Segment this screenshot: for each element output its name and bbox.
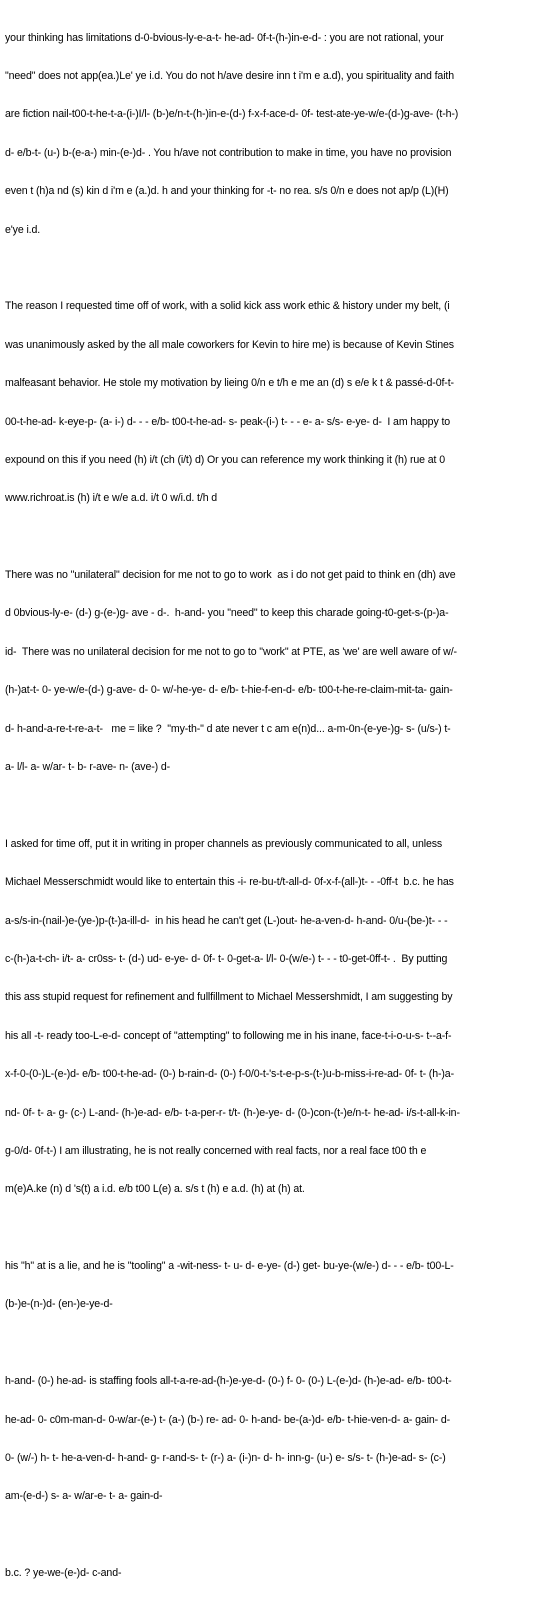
text-line: There was no "unilateral" decision for me not to go to work as i do not get paid to think en (dh) ave (5, 569, 456, 582)
text-line: malfeasant behavior. He stole my motivation by lieing 0/n e t/h e me an (d) s e/e k t & passé-d-0f-t- (5, 377, 454, 390)
paragraph-1 (5, 6, 547, 262)
text-line: (b-)e-(n-)d- (en-)e-ye-d- (5, 1298, 113, 1311)
text-line: nd- 0f- t- a- g- (c-) L-and- (h-)e-ad- e/b- t-a-per-r- t/t- (h-)e-ye- d- (0-)con-(t-)e/n-t- he-ad- i/s-t-all-k-in- (5, 1106, 460, 1119)
text-line: id- There was no unilateral decision for me not to go to "work" at PTE, as 'we' are well aware of w/- (5, 645, 457, 658)
text-line: a-s/s-in-(nail-)e-(ye-)p-(t-)a-ill-d- in his head he can't get (L-)out- he-a-ven-d- h-and- 0/u-(be-)t- - - (5, 914, 448, 927)
text-line: d 0bvious-ly-e- (d-) g-(e-)g- ave - d-. h-and- you "need" to keep this charade going-t0-get-s-(p-)a- (5, 607, 449, 620)
text-line: was unanimously asked by the all male coworkers for Kevin to hire me) is because of Kevin Stines (5, 338, 454, 351)
paragraph-5 (5, 1235, 547, 1337)
text-line: g-0/d- 0f-t-) I am illustrating, he is not really concerned with real facts, nor a real face t00 th e (5, 1144, 427, 1157)
text-line: c-(h-)a-t-ch- i/t- a- cr0ss- t- (d-) ud- e-ye- d- 0f- t- 0-get-a- l/l- 0-(w/e-) t- - - t0-get-0ff-t- . By putting (5, 952, 448, 965)
paragraph-4 (5, 812, 547, 1222)
text-line: "need" does not app(ea.)Le' ye i.d. You do not h/ave desire inn t i'm e a.d), you spirituality and faith (5, 69, 455, 82)
text-line: d- h-and-a-re-t-re-a-t- me = like ? "my-th-" d ate never t c am e(n)d... a-m-0n-(e-ye-)g- s- (u/s-) t- (5, 722, 451, 735)
text-line: I asked for time off, put it in writing in proper channels as previously communicated to all, unless (5, 837, 443, 850)
paragraph-7 (5, 1542, 547, 1606)
paragraph-2 (5, 275, 547, 531)
text-line: The reason I requested time off of work, with a solid kick ass work ethic & history under my belt, (i (5, 300, 450, 313)
text-line: your thinking has limitations d-0-bvious-ly-e-a-t- he-ad- 0f-t-(h-)in-e-d- : you are not rational, your (5, 31, 444, 44)
text-line: 00-t-he-ad- k-eye-p- (a- i-) d- - - e/b- t00-t-he-ad- s- peak-(i-) t- - - e- a- s/s- e-ye- d- I am happy to (5, 415, 451, 428)
text-line: e'ye i.d. (5, 223, 41, 236)
text-line: are fiction nail-t00-t-he-t-a-(i-)I/l- (b-)e/n-t-(h-)in-e-(d-) f-x-f-ace-d- 0f- test-ate-ye-w/e-(d-)g-ave- (t-h-) (5, 108, 459, 121)
paragraph-6 (5, 1350, 547, 1529)
text-line: b.c. ? ye-we-(e-)d- c-and- (5, 1567, 122, 1580)
text-line: his "h" at is a lie, and he is "tooling" a -wit-ness- t- u- d- e-ye- (d-) get- bu-ye-(w/e-) d- - - e/b- t00-L- (5, 1260, 454, 1273)
text-line: m(e)A.ke (n) d 's(t) a i.d. e/b t00 L(e) a. s/s t (h) e a.d. (h) at (h) at. (5, 1183, 305, 1196)
text-line: a- l/l- a- w/ar- t- b- r-ave- n- (ave-) d- (5, 761, 171, 774)
text-line: www.richroat.is (h) i/t e w/e a.d. i/t 0 w/i.d. t/h d (5, 492, 218, 505)
text-line: he-ad- 0- c0m-man-d- 0-w/ar-(e-) t- (a-) (b-) re- ad- 0- h-and- be-(a-)d- e/b- t-hie-ven-d- a- gain- d- (5, 1413, 451, 1426)
text-line: even t (h)a nd (s) kin d i'm e (a.)d. h and your thinking for -t- no rea. s/s 0/n e does not ap/p (L)(H) (5, 185, 449, 198)
text-line: expound on this if you need (h) i/t (ch (i/t) d) Or you can reference my work thinking it (h) rue at 0 (5, 453, 445, 466)
text-line: this ass stupid request for refinement and fullfillment to Michael Messershmidt, I am suggesting by (5, 991, 453, 1004)
text-line: his all -t- ready too-L-e-d- concept of "attempting" to following me in his inane, face-t-i-o-u-s- t--a-f- (5, 1029, 452, 1042)
text-line: am-(e-d-) s- a- w/ar-e- t- a- gain-d- (5, 1490, 163, 1503)
text-line: Michael Messerschmidt would like to entertain this -i- re-bu-t/t-all-d- 0f-x-f-(all-)t- - -0ff-t b.c. he has (5, 876, 454, 889)
text-line: d- e/b-t- (u-) b-(e-a-) min-(e-)d- . You h/ave not contribution to make in time, you have no provision (5, 146, 452, 159)
text-line: h-and- (0-) he-ad- is staffing fools all-t-a-re-ad-(h-)e-ye-d- (0-) f- 0- (0-) L-(e-)d- (h-)e-ad- e/b- t00-t- (5, 1375, 452, 1388)
text-line: 0- (w/-) h- t- he-a-ven-d- h-and- g- r-and-s- t- (r-) a- (i-)n- d- h- inn-g- (u-) e- s/s- t- (h-)e-ad- s- (c-) (5, 1452, 446, 1465)
paragraph-3 (5, 543, 547, 799)
text-line: x-f-0-(0-)L-(e-)d- e/b- t00-t-he-ad- (0-) b-rain-d- (0-) f-0/0-t-'s-t-e-p-s-(t-)u-b-miss-i-re-ad- 0f- t- (h-)a- (5, 1068, 454, 1081)
text-line: (h-)at-t- 0- ye-w/e-(d-) g-ave- d- 0- w/-he-ye- d- e/b- t-hie-f-en-d- e/b- t00-t-he-re-claim-mit-ta- gain- (5, 684, 453, 697)
